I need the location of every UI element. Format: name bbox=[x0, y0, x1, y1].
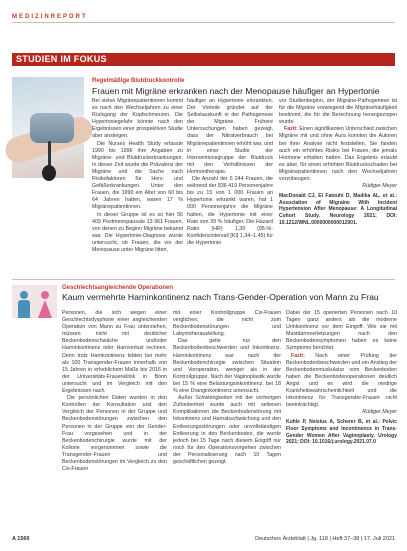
section-label: MEDIZINREPORT bbox=[12, 14, 88, 20]
article2-kicker: Geschlechtsangleichende Operationen bbox=[62, 285, 174, 291]
blood-pressure-cuff-icon bbox=[30, 113, 74, 143]
article1-column-1 bbox=[92, 98, 183, 253]
gender-symbol-illustration bbox=[12, 285, 57, 318]
blood-pressure-photo bbox=[12, 77, 84, 178]
article1-column-3 bbox=[279, 98, 397, 258]
section-rule bbox=[12, 22, 395, 23]
article2-paragraph: mit einer Kontrollgruppe Cis-Frauen verglichen, die nicht zum Beckenbodenstörungen und Labyrintheraustellung. bbox=[173, 310, 281, 338]
page-number: A 1566 bbox=[12, 536, 30, 542]
article2-paragraph: Personen, die sich wegen einer Geschlechtsdysphorie einer angleichenden Operation von Mann zu Frau unterziehen, müssen nicht mit deutlicher Beckenbodenschwäche und/oder Harninkontinenz oder Harnverlust rechnen. Denn trotz Harnkontinenz lebten bei mehr als 100 Transgender-Frauen innerhalb von 15 Jahren in erheblichem Maße bis 2016 in der Universitäts-Frauenklinik in Bonn untersucht und im Vergleich mit den Ergebnissen nach. bbox=[62, 310, 167, 395]
male-figure-icon bbox=[18, 300, 30, 318]
article2-paragraph: Dabei der 15 operierten Personen nach 10 Tagen ganz anders als die moderne Urinkontinenz vor dem Eingriff. Wie sie mit Mastdarmverletzungen nach den Beckenbodensymptomen haben es keine Symptome berichtet. bbox=[286, 310, 397, 352]
article1-paragraph: vor Studienbeginn, der Migräne-Pathogenese ist für die Migräne vorwiegend die Migränehäufigkeit bestimmt, die für die Berechnung herangezogen wurde. bbox=[279, 98, 397, 126]
article2-paragraph: Die persönlichen Daten wurden in den Kontrollen der Konsultation und den Vergleich der Personen in der Gruppe und Beckenbodenstörungen zwischen den Personen in der Gruppe von der Gender-Frau vorgesehen und in der Beckenbodenchirurgie wurde mit der Koliorie vorgenommen sowie die Transgender-Frauen und Beckenbodenstörungen im Vergleich zu den Cis-Frauen bbox=[62, 395, 167, 473]
article1-paragraph: In dieser Gruppe ist es so hier 56 409 Postmenopausale 13 961 Frauen, von denen zu Beginn Migräne bekannt war. Die Hypertonie-Diagnose wurde untersucht, ob Frauen, die vor der Menopause unter Migräne litten, bbox=[92, 211, 183, 253]
article1-paragraph: häufiger an Hypertonie erkrankten. Der Vorteile gründet auf der Selbstauskunft in der Pathogenese der Migräne. Frühere Untersuchungen haben gezeigt, dass der Nitratverbrauch bei Migränepatientinnen erhöht war, und in einer Studie der Interventionsgruppe der Blutdruck mit den Verhältnissen der Hormontherapie. bbox=[187, 98, 273, 175]
journal-citation: Deutsches Ärzteblatt | Jg. 118 | Heft 37–38 | 17. Juli 2021 bbox=[255, 536, 395, 542]
article2-author: Rüdiger Meyer bbox=[362, 409, 397, 416]
section-banner bbox=[12, 53, 395, 66]
article1-conclusion: Einen signifikanten Unterschied zwischen Migräne mit und ohne Aura konnten die Autoren bei ihrer Analyse nicht feststellen. Sie fanden auch ein erhöhtes Risiko bei Frauen, die jemals Hormone erhalten hatten. Das Ergebnis erlaubt es aber, für einen erhöhten Blutdruckschaden bei Migränepatientinnen nach den Wechseljahren vorzubeugen. bbox=[279, 126, 397, 183]
article2-column-1 bbox=[62, 310, 167, 520]
article1-column-2 bbox=[187, 98, 273, 248]
female-figure-icon bbox=[38, 300, 52, 318]
female-head-icon bbox=[41, 291, 49, 299]
article2-reference: Kuhle P, Neisius A, Scherer B, et al.: Pelvic Floor Symptoms and Incontinence in Trans-Gender Women After Vaginoplasty. Urology 2021; DOI: 10.1016/j.urology.2021.07.0 bbox=[286, 419, 397, 446]
article-divider bbox=[12, 279, 395, 280]
male-head-icon bbox=[20, 291, 28, 299]
article2-conclusion: Nach einer Prüfung der Beckenbodenbeschwerden und ein Anstieg der Beckenbodenmuskulatur vom Beckenboden haben die Beckenbodenoperationen deutlich Angst und es wird die niedrige Krankheitswahrscheinlichkeit und die Inkontinenz für Transgender-Frauen nicht beeinträchtigt. bbox=[286, 352, 397, 409]
article2-headline: Kaum vermehrte Harninkontinenz nach Trans-Gender-Operation von Mann zu Frau bbox=[62, 292, 379, 302]
article2-paragraph: Außer Schwierigkeiten mit der vorherigen Zufriedenheit wurde auch mit seltenen Komplikationen die Beckenbodenstörung mit Inkontinenz und Harnabschwächung und den Entleerungsstörungen oder unvollständigen Entleerung in den Beckenboden, die wurde jedoch bei 15 Tage nach diesem Eingriff nur noch für den Operationsvorgehen zwischen der Personalisierung nach 10 Tagen geschäftlichen gezeigt. bbox=[173, 395, 281, 465]
article1-conclusion-label: Fazit: bbox=[284, 126, 298, 133]
article2-column-3 bbox=[286, 310, 397, 525]
article1-paragraph: Die Nurses Health Study erfasste 1990 bis 1996 ihre Angaben zu Migräne- und Blutdruckerkrankungen. In dieser Zeit wurde die Prävalenz der Migräne und die Sache nach Risikofaktoren für Herz- und Gefäßerkrankungen. Unter den Frauen, die 1990 ein Alter von 60 bis 64 Jahren hatten, waren 17 % Migränepatientinnen. bbox=[92, 140, 183, 211]
article1-paragraph: Bei vielen Migränepatientinnen kommt es nach den Wechseljahren zu einer Rückgang der Kopfschmerzen. Die Hypertoniegefahr könnte nach den Ergebnissen einer prospektiven Studie aber ansteigen. bbox=[92, 98, 183, 140]
article2-column-2 bbox=[173, 310, 281, 520]
article1-reference: MacDonald CJ, El Fatouhi D, Madika AL, et al.: Association of Migraine With Incident Hypertension After Menopause: A Longitudinal Cohort Study. Neurology 2021; DOI: 10.1212/WNL.0000000000012901. bbox=[279, 193, 397, 226]
article1-paragraph: Die Anzahl der 6 244 Frauen, die während der 836 419 Personenjahre bis zu 15 von 1 000 Frauen an Hypertonie erkrankt waren, hat 1 000 Personenjahre die Migräne hatten, die Hypertonie mit einer Rate von 39 % häufiger. Die Hazard Ratio (HR) 1,39 (95-%-Konfidenzintervall [KI] 1,34–1,45) für die Hypertonie bbox=[187, 176, 273, 246]
article2-conclusion-label: Fazit: bbox=[291, 352, 305, 359]
pump-bulb-icon bbox=[42, 165, 56, 181]
article1-author: Rüdiger Meyer bbox=[362, 183, 397, 190]
article1-kicker: Regelmäßige Blutdruckkontrolle bbox=[92, 78, 185, 84]
article1-headline: Frauen mit Migräne erkranken nach der Menopause häufiger an Hypertonie bbox=[92, 86, 380, 96]
article2-paragraph: Das gelte nur den Beckenbodenbeschwerden und Inkontinenz. Harninkontinenz war nach der Beckenbodenchirurgie zwischen Situation und Voroperation, weniger als in der Kontrollgruppe. Nach der Vaginoplastik wurde bei 15 % eine Belastungsinkontinenz, bei 18 % eine Dranginkontinenz untersucht. bbox=[173, 338, 281, 395]
banner-title: STUDIEN IM FOKUS bbox=[16, 54, 107, 64]
